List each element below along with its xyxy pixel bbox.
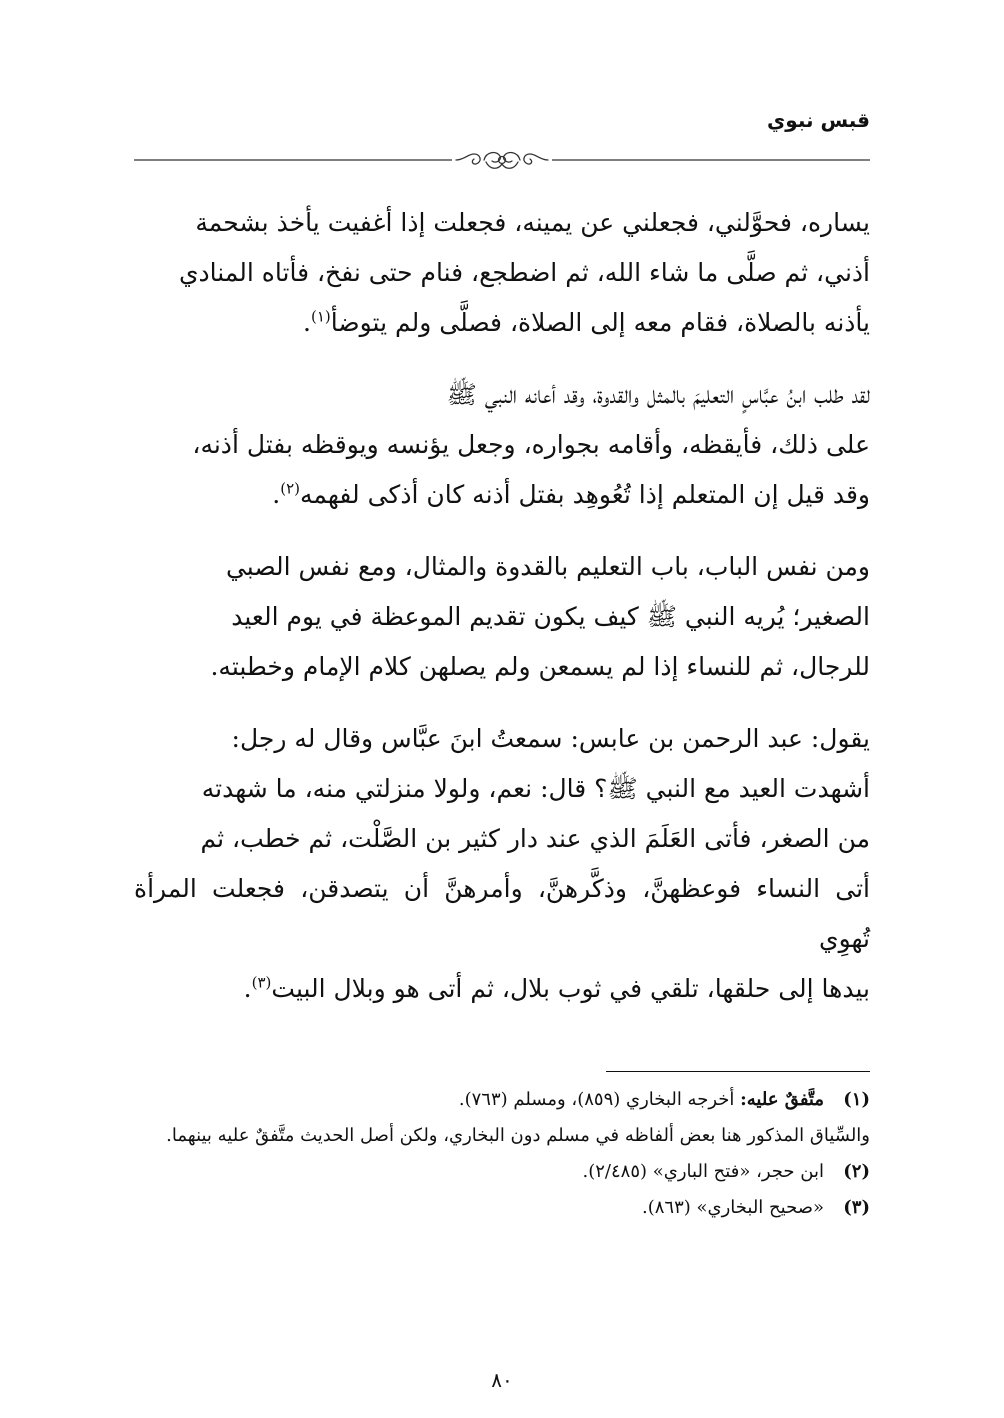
text-line: وقد قيل إن المتعلم إذا تُعُوهِد بفتل أذنه كان أذكى لفهمه	[299, 480, 870, 509]
footnote	[134, 1190, 870, 1226]
footnote	[134, 1154, 870, 1190]
text-line: أشهدت العيد مع النبي ﷺ؟ قال: نعم، ولولا منزلتي منه، ما شهدته	[201, 774, 870, 803]
footnote-number: (١)	[843, 1089, 870, 1110]
text-line-with-note	[134, 470, 870, 520]
text-line: يساره، فحوَّلني، فجعلني عن يمينه، فجعلت إذا أغفيت يأخذ بشحمة	[195, 208, 870, 237]
footnote-separator	[606, 1071, 870, 1072]
text-line: من الصغر، فأتى العَلَمَ الذي عند دار كثير بن الصَّلْت، ثم خطب، ثم	[200, 824, 870, 853]
footnote-number: (٣)	[843, 1197, 870, 1218]
footnote-reference[interactable]: (١)	[311, 307, 331, 326]
paragraph	[134, 542, 870, 692]
text-line: أذني، ثم صلَّى ما شاء الله، ثم اضطجع، فنام حتى نفخ، فأتاه المنادي	[178, 258, 870, 287]
text-line: للرجال، ثم للنساء إذا لم يسمعن ولم يصلهن كلام الإمام وخطبته.	[210, 652, 870, 681]
text-line: يقول: عبد الرحمن بن عابس: سمعتُ ابنَ عبَّاس وقال له رجل:	[231, 724, 870, 753]
main-text	[134, 198, 870, 1036]
sentence-end: .	[243, 974, 252, 1003]
paragraph	[134, 714, 870, 1014]
text-line: يأذنه بالصلاة، فقام معه إلى الصلاة، فصلَّى ولم يتوضأ	[330, 308, 870, 337]
text-line-with-note	[134, 298, 870, 348]
text-line: أتى النساء فوعظهنَّ، وذكَّرهنَّ، وأمرهنَّ أن يتصدقن، فجعلت المرأة تُهوِي	[134, 874, 870, 953]
sentence-end: .	[303, 308, 311, 337]
running-head: قبس نبوي	[766, 108, 870, 132]
footnote-bold-label: متَّفقٌ عليه:	[740, 1089, 824, 1110]
text-line: بيدها إلى حلقها، تلقي في ثوب بلال، ثم أتى هو وبلال البيت	[271, 974, 870, 1003]
footnote	[134, 1082, 870, 1118]
text-line: الصغير؛ يُريه النبي ﷺ كيف يكون تقديم الموعظة في يوم العيد	[231, 602, 870, 631]
footnote-continuation: والسِّياق المذكور هنا بعض ألفاظه في مسلم دون البخاري، ولكن أصل الحديث متَّفقٌ عليه بينهما.	[166, 1125, 870, 1146]
text-line: ومن نفس الباب، باب التعليم بالقدوة والمثال، ومع نفس الصبي	[225, 552, 870, 581]
footnote-text	[134, 1082, 824, 1118]
footnote-text: ابن حجر، «فتح الباري» (٢/٤٨٥).	[582, 1161, 824, 1182]
ornamental-header-rule	[134, 146, 870, 176]
footnote-text: «صحيح البخاري» (٨٦٣).	[641, 1197, 824, 1218]
paragraph	[134, 198, 870, 348]
sentence-end: .	[272, 480, 281, 509]
page-number: ٨٠	[491, 1368, 513, 1392]
footnote-reference[interactable]: (٢)	[280, 479, 300, 498]
text-line: على ذلك، فأيقظه، وأقامه بجواره، وجعل يؤنسه ويوقظه بفتل أذنه،	[192, 430, 870, 459]
footnotes	[134, 1082, 870, 1226]
text-line-with-note	[134, 964, 870, 1014]
footnote-reference[interactable]: (٣)	[251, 973, 272, 992]
text-line: لقد طلب ابنُ عبَّاسٍ التعليمَ بالمثل والقدوة، وقد أعانه النبي ﷺ	[446, 380, 870, 409]
footnote-source: أخرجه البخاري (٨٥٩)، ومسلم (٧٦٣).	[458, 1089, 741, 1110]
footnote-number: (٢)	[843, 1161, 870, 1182]
paragraph	[134, 370, 870, 520]
